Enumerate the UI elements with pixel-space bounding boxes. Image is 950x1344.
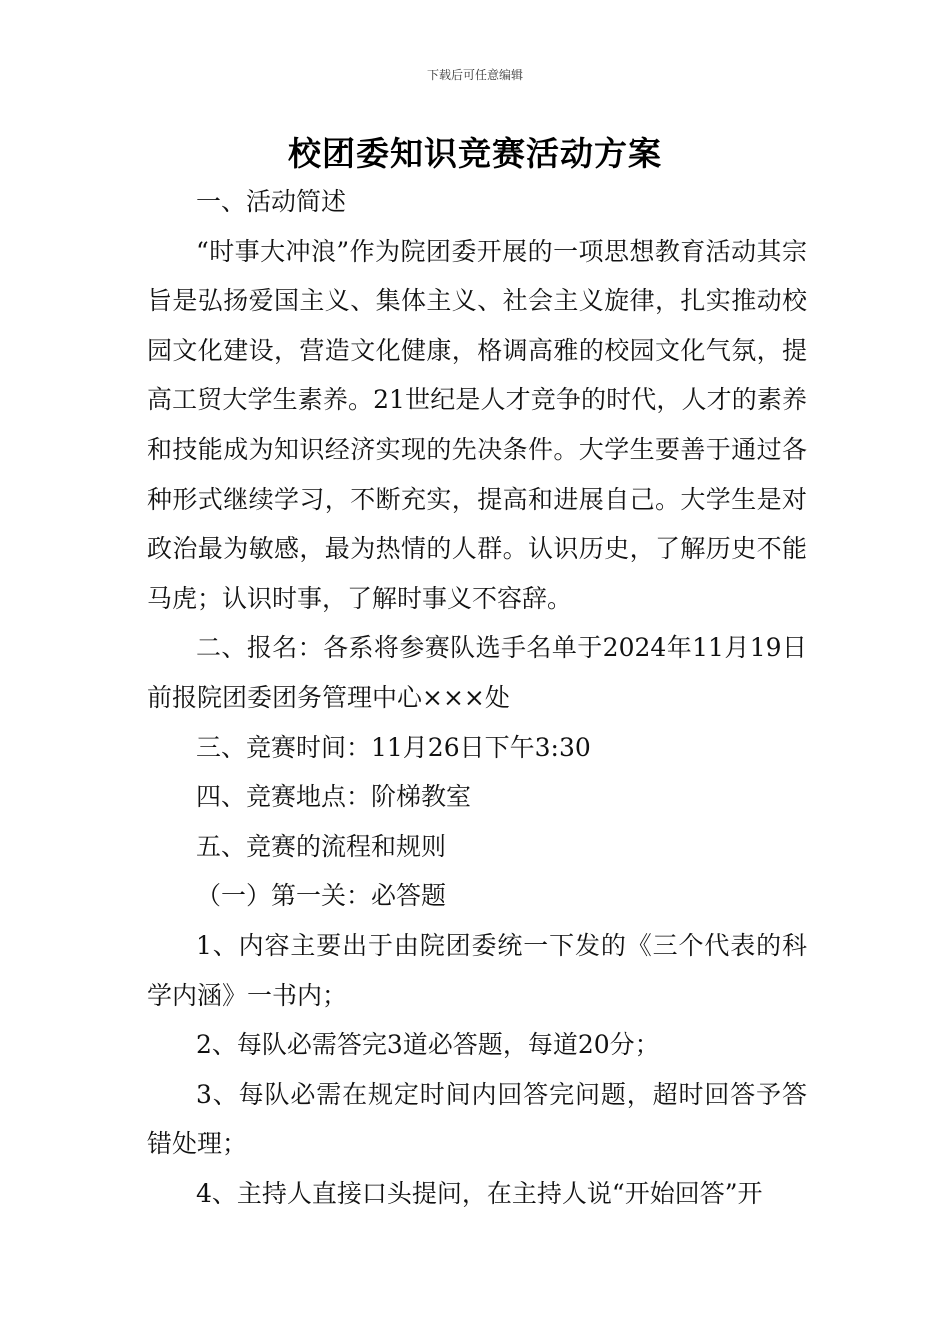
subsection-heading-round1: （一）第一关：必答题	[196, 881, 447, 911]
paragraph-time: 三、竞赛时间：11月26日下午3:30	[196, 732, 591, 762]
document-body	[147, 177, 807, 1218]
section-heading-rules: 五、竞赛的流程和规则	[196, 831, 447, 861]
paragraph-overview: “时事大冲浪”作为院团委开展的一项思想教育活动其宗旨是弘扬爱国主义、集体主义、社会主义旋律，扎实推动校园文化建设，营造文化健康，格调高雅的校园文化气氛，提高工贸大学生素养。21世纪是人才竞争的时代，人才的素养和技能成为知识经济实现的先决条件。大学生要善于通过各种形式继续学习，不断充实，提高和进展自己。大学生是对政治最为敏感，最为热情的人群。认识历史，了解历史不能马虎；认识时事，了解时事义不容辞。	[147, 236, 807, 613]
section-heading-overview: 一、活动简述	[196, 187, 347, 216]
paragraph-location: 四、竞赛地点：阶梯教室	[196, 782, 472, 812]
document-title: 校团委知识竞赛活动方案	[288, 134, 662, 173]
list-item-2: 2、每队必需答完3道必答题，每道20分；	[196, 1030, 660, 1060]
list-item-1: 1、内容主要出于由院团委统一下发的《三个代表的科学内涵》一书内；	[147, 930, 807, 1010]
paragraph-registration: 二、报名：各系将参赛队选手名单于2024年11月19日前报院团委团务管理中心×××处	[147, 633, 807, 712]
list-item-3: 3、每队必需在规定时间内回答完问题，超时回答予答错处理；	[147, 1079, 807, 1159]
list-item-4: 4、主持人直接口头提问，在主持人说“开始回答”开	[196, 1178, 763, 1208]
page-header-note: 下载后可任意编辑	[426, 68, 523, 82]
